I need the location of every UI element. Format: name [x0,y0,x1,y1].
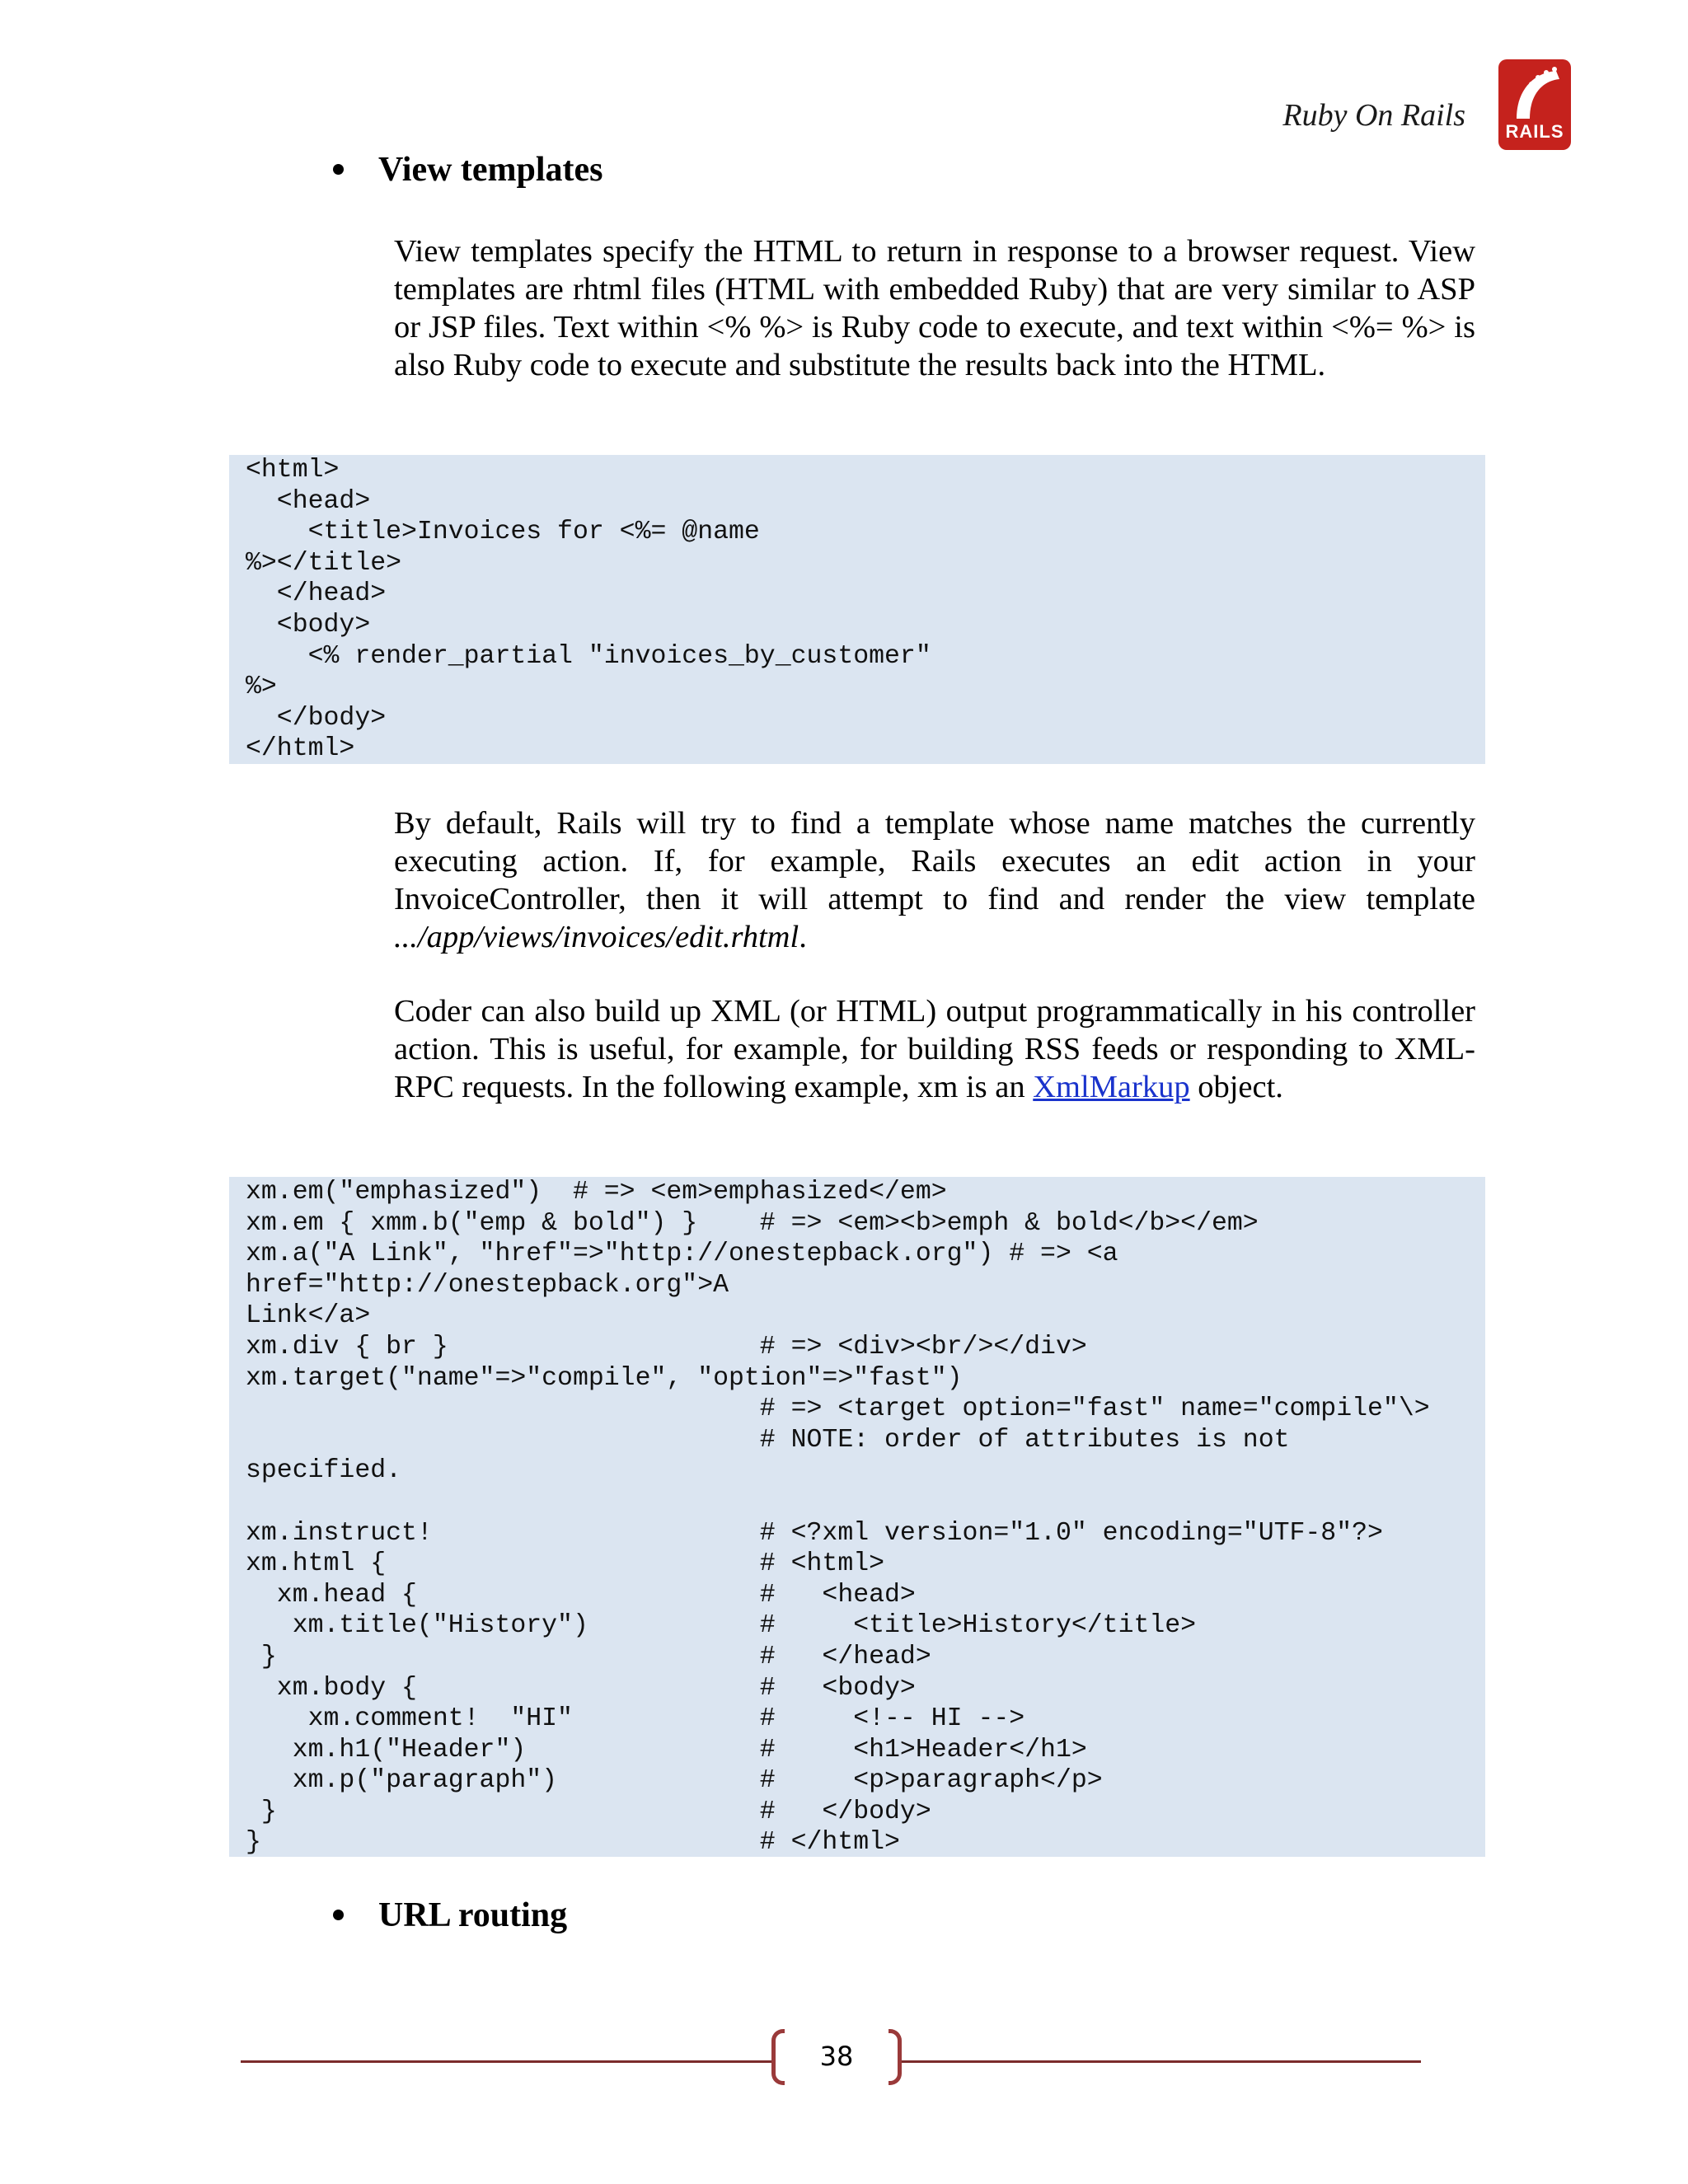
template-path: .../app/views/invoices/edit.rhtml [394,920,799,954]
paragraph-text: View templates specify the HTML to return in response to a browser request. View templates are rhtml files (HTML with embedded Ruby) that are very similar to ASP or JSP files. Text within <% %> is Ruby code to execute, and text within <%= %> is also Ruby code to execute and substitute the results back into the HTML. [394,234,1475,382]
paragraph-view-templates [394,232,1475,384]
bullet-icon [333,1910,344,1920]
paragraph-text-span: By default, Rails will try to find a template whose name matches the currently executing action. If, for example, Rails executes an edit action in your InvoiceController, then it will attempt to find and render the view template [394,806,1475,916]
page-number: 38 [819,2041,854,2072]
footer-bracket-right [889,2029,902,2085]
rails-logo-icon [1498,59,1571,125]
section-heading-url-routing [333,1896,567,1935]
footer-bracket-left [771,2029,785,2085]
rails-logo-text: RAILS [1505,121,1564,142]
bullet-icon [333,164,344,175]
paragraph-default-template [394,804,1475,956]
footer-rule-left [241,2060,771,2063]
rails-logo [1498,59,1571,150]
section-heading-view-templates [333,150,603,190]
paragraph-xml-builder [394,992,1475,1106]
paragraph-end: object. [1189,1070,1283,1104]
code-text: xm.em("emphasized") # => <em>emphasized</em> xm.em { xmm.b("emp & bold") } # => <em><b>emph & bold</b></em> xm.a("A Link", "href"=>"http://onestepback.org") # => <a href="http://onestepback.org">A Link</a> xm.div { br } # => <div><br/></div> xm.target("name"=>"compile", "option"=>"fast") # => <target option="fast" name="compile"\> # NOTE: order of attributes is not specified. xm.instruct! # <?xml version="1.0" encoding="UTF-8"?> xm.html { # <html> xm.head { # <head> xm.title("History") # <title>History</title> } # </head> xm.body { # <body> xm.comment! "HI" # <!-- HI --> xm.h1("Header") # <h1>Header</h1> xm.p("paragraph") # <p>paragraph</p> } # </body> } # </html> [246,1178,1430,1858]
paragraph-text [394,804,1475,956]
section-heading-text: URL routing [378,1896,568,1934]
footer-rule-right [902,2060,1421,2063]
section-heading-text: View templates [378,151,603,189]
paragraph-end: . [799,920,807,954]
code-text: <html> <head> <title>Invoices for <%= @name %></title> </head> <body> <% render_partial "invoices_by_customer" %> </body> </html> [246,456,931,764]
paragraph-text-span: Coder can also build up XML (or HTML) output programmatically in his controller action. This is useful, for example, for building RSS feeds or responding to XML-RPC requests. In the following example, xm is an [394,994,1475,1104]
code-block-xml-markup [229,1177,1485,1857]
xmlmarkup-link[interactable]: XmlMarkup [1033,1070,1190,1104]
code-block-rhtml-template [229,455,1485,764]
paragraph-text [394,992,1475,1106]
running-header-title: Ruby On Rails [1282,98,1465,133]
